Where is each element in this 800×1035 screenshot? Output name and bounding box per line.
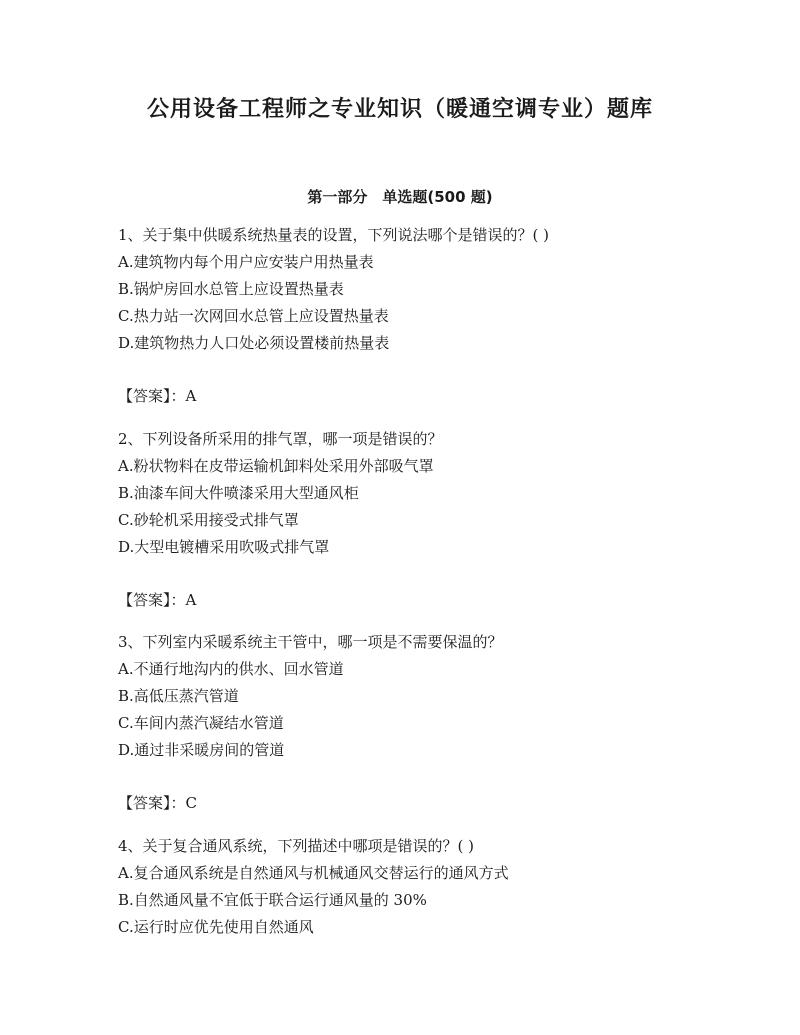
option-a: A.不通行地沟内的供水、回水管道 xyxy=(118,660,344,678)
question-stem: 1、关于集中供暖系统热量表的设置，下列说法哪个是错误的？( ) xyxy=(118,226,550,244)
option-c: C.热力站一次网回水总管上应设置热量表 xyxy=(118,307,389,325)
question-stem: 4、关于复合通风系统，下列描述中哪项是错误的？( ) xyxy=(118,837,475,855)
option-b: B.高低压蒸汽管道 xyxy=(118,687,239,705)
document-title: 公用设备工程师之专业知识（暖通空调专业）题库 xyxy=(146,97,653,122)
section-title: 第一部分 单选题(500 题) xyxy=(307,188,493,206)
option-d: D.建筑物热力人口处必须设置楼前热量表 xyxy=(118,334,390,352)
question-3 xyxy=(118,629,718,817)
question-4 xyxy=(118,833,718,941)
option-c: C.车间内蒸汽凝结水管道 xyxy=(118,714,284,732)
option-b: B.锅炉房回水总管上应设置热量表 xyxy=(118,280,344,298)
answer-label: 【答案】：A xyxy=(118,591,197,609)
question-2 xyxy=(118,426,718,614)
option-a: A.粉状物料在皮带运输机卸料处采用外部吸气罩 xyxy=(118,457,434,475)
answer-label: 【答案】：C xyxy=(118,794,197,812)
option-a: A.复合通风系统是自然通风与机械通风交替运行的通风方式 xyxy=(118,864,509,882)
question-stem: 3、下列室内采暖系统主干管中，哪一项是不需要保温的？ xyxy=(118,633,503,651)
question-1 xyxy=(118,222,718,410)
answer-label: 【答案】：A xyxy=(118,387,197,405)
option-b: B.油漆车间大件喷漆采用大型通风柜 xyxy=(118,484,359,502)
option-c: C.砂轮机采用接受式排气罩 xyxy=(118,511,299,529)
option-a: A.建筑物内每个用户应安装户用热量表 xyxy=(118,253,374,271)
option-d: D.大型电镀槽采用吹吸式排气罩 xyxy=(118,538,330,556)
question-stem: 2、下列设备所采用的排气罩，哪一项是错误的？ xyxy=(118,430,443,448)
option-d: D.通过非采暖房间的管道 xyxy=(118,741,285,759)
option-c: C.运行时应优先使用自然通风 xyxy=(118,918,314,936)
option-b: B.自然通风量不宜低于联合运行通风量的 30% xyxy=(118,891,427,909)
